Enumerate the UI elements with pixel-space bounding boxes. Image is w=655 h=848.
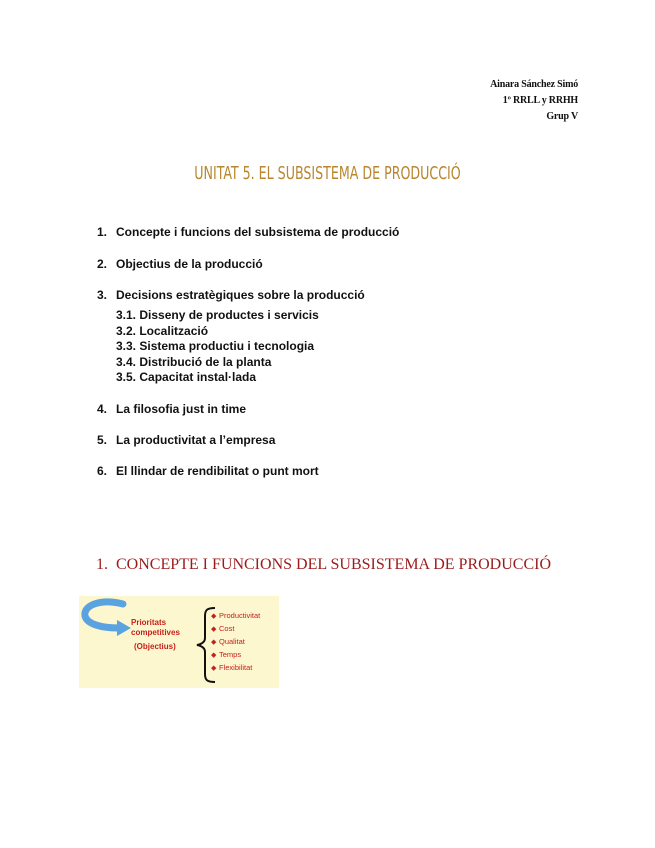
toc-subitem: 3.5. Capacitat instal·lada [116, 370, 257, 384]
toc-item-3 [97, 288, 365, 302]
figure-label-line3: (Objectius) [134, 642, 176, 651]
toc-item-number: 1. [97, 225, 108, 239]
author-group: Grup V [546, 111, 578, 122]
diamond-bullet-icon: ◆ [211, 665, 217, 672]
diamond-bullet-icon: ◆ [211, 639, 217, 646]
arrow-head-icon [117, 620, 131, 636]
competitive-priorities-figure [79, 596, 279, 688]
toc-item-number: 4. [97, 402, 108, 416]
toc-item-5 [97, 433, 275, 447]
figure-label-line1: Prioritats [131, 618, 167, 627]
section-1-heading [96, 556, 551, 574]
figure-list-item: ◆ Productivitat [211, 611, 261, 620]
section-number: 1. [96, 556, 108, 573]
diamond-bullet-icon: ◆ [211, 613, 217, 620]
section-title: CONCEPTE I FUNCIONS DEL SUBSISTEMA DE PRODUCCIÓ [116, 556, 552, 573]
toc-item-label: El llindar de rendibilitat o punt mort [116, 464, 319, 478]
toc-item-number: 6. [97, 464, 108, 478]
figure-label-line2: competitives [131, 628, 180, 637]
figure-list-item: ◆ Cost [211, 624, 235, 633]
document-title: UNITAT 5. EL SUBSISTEMA DE PRODUCCIÓ [194, 163, 461, 184]
figure-list-item: ◆ Qualitat [211, 637, 245, 646]
toc-item-label: La filosofia just in time [116, 402, 247, 416]
figure-graphics [79, 596, 279, 688]
author-name: Ainara Sánchez Simó [490, 79, 578, 90]
toc-item-number: 5. [97, 433, 108, 447]
toc-subitem: 3.1. Disseny de productes i servicis [116, 308, 319, 322]
toc-subitem: 3.2. Localització [116, 324, 209, 338]
toc-item-4 [97, 402, 246, 416]
figure-list-item: ◆ Temps [211, 650, 242, 659]
diamond-bullet-icon: ◆ [211, 652, 217, 659]
figure-list-item: ◆ Flexibilitat [211, 663, 253, 672]
toc-item-6 [97, 464, 319, 478]
toc-subitem: 3.3. Sistema productiu i tecnologia [116, 339, 315, 353]
toc-subitem: 3.4. Distribució de la planta [116, 355, 272, 369]
toc-item-label: Concepte i funcions del subsistema de producció [116, 225, 400, 239]
toc-item-label: Objectius de la producció [116, 257, 263, 271]
toc-item-label: La productivitat a l’empresa [116, 433, 276, 447]
toc-item-2 [97, 257, 263, 271]
toc-item-label: Decisions estratègiques sobre la producció [116, 288, 365, 302]
author-course: 1º RRLL y RRHH [502, 95, 578, 106]
toc-item-number: 3. [97, 288, 108, 302]
toc-item-1 [97, 225, 399, 239]
diamond-bullet-icon: ◆ [211, 626, 217, 633]
toc-item-number: 2. [97, 257, 108, 271]
author-block [490, 77, 578, 125]
